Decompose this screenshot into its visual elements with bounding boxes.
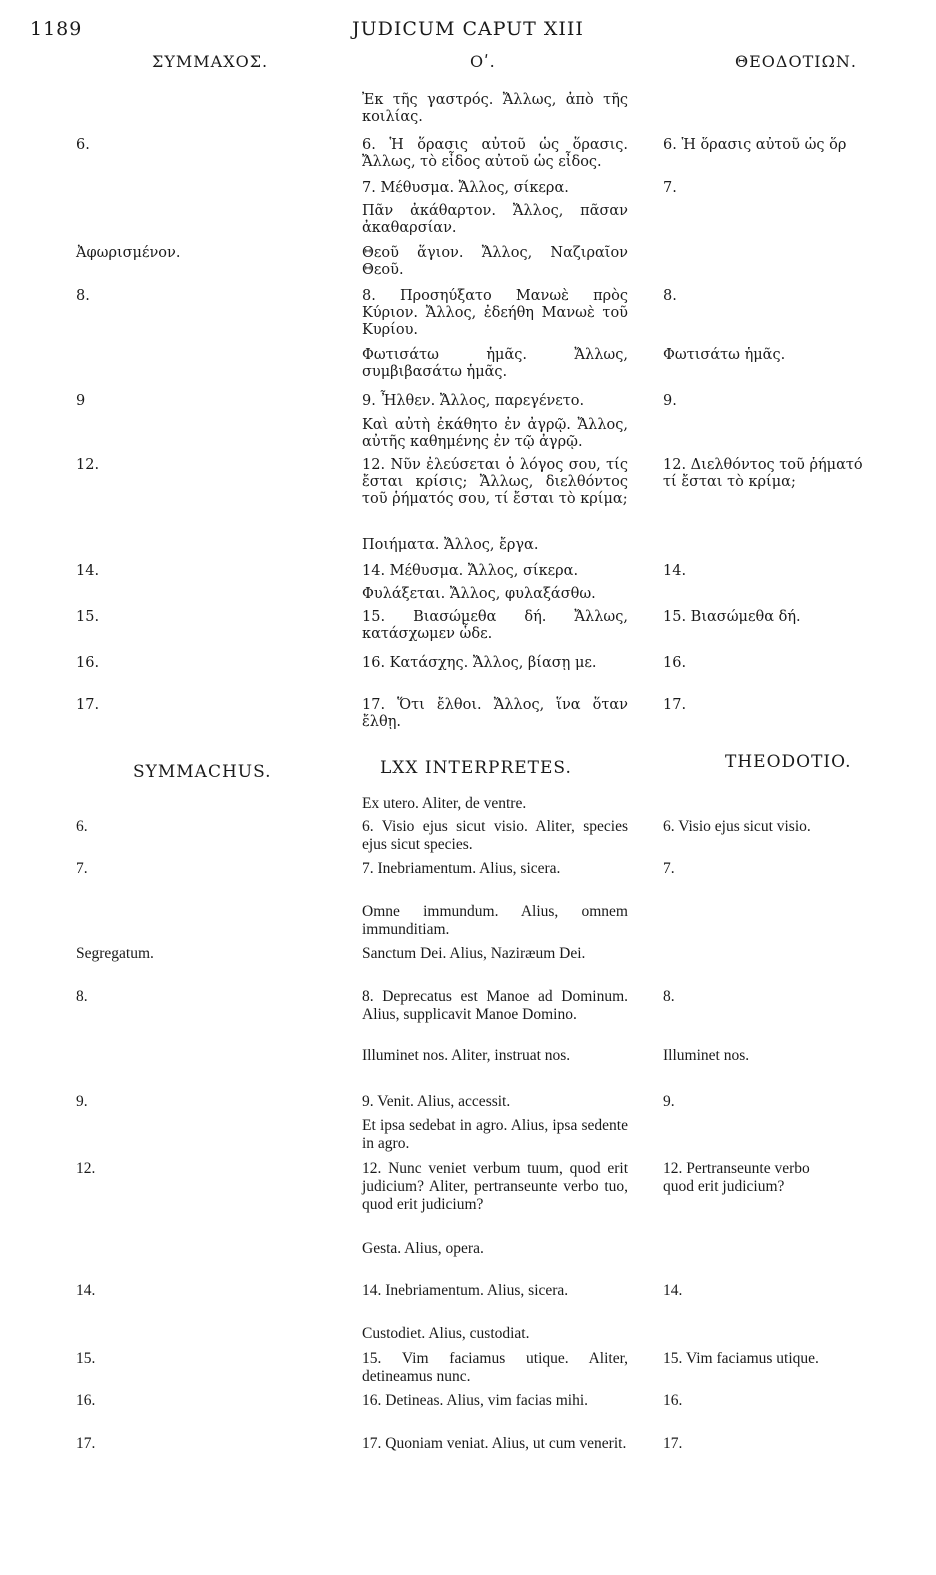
greek-lxx-entry: 16. Κατάσχης. Ἄλλος, βίασῃ με. — [362, 655, 597, 671]
greek-lxx-entry: 15. Βιασώμεθα δή. Ἄλλως, κατάσχωμεν ὧδε. — [362, 609, 628, 642]
col-head-lxx-greek: Οʹ. — [470, 52, 496, 71]
latin-symmachus-entry: 16. — [76, 1392, 96, 1409]
latin-symmachus-entry: 14. — [76, 1282, 96, 1299]
latin-lxx-entry: Custodiet. Alius, custodiat. — [362, 1325, 530, 1342]
latin-theodotion-entry: 15. Vim faciamus utique. — [663, 1350, 819, 1367]
greek-symmachus-entry: 16. — [76, 655, 100, 671]
latin-symmachus-entry: 7. — [76, 860, 88, 877]
greek-lxx-entry: 8. Προσηύξατο Μανωὲ πρὸς Κύριον. Ἄλλος, ἐδεήθη Μανωὲ τοῦ Κυρίου. — [362, 288, 628, 338]
greek-lxx-entry: Φωτισάτω ἡμᾶς. Ἄλλως, συμβιβασάτω ἡμᾶς. — [362, 347, 628, 380]
col-head-theodotion-greek: ΘΕΟΔΟΤΙΩΝ. — [735, 52, 857, 71]
greek-theodotion-entry: 7. — [663, 180, 677, 196]
greek-lxx-entry: 14. Μέθυσμα. Ἄλλος, σίκερα. — [362, 563, 579, 579]
greek-theodotion-entry: 14. — [663, 563, 687, 579]
latin-lxx-entry: 8. Deprecatus est Manoe ad Dominum. Alius, supplicavit Manoe Domino. — [362, 988, 628, 1023]
greek-symmachus-entry: 6. — [76, 137, 90, 153]
latin-theodotion-entry: 16. — [663, 1392, 683, 1409]
greek-symmachus-entry: Ἀφωρισμένον. — [76, 245, 181, 261]
col-head-symmachus-greek: ΣΥΜΜΑΧΟΣ. — [152, 52, 269, 71]
col-head-theodotion-latin: THEODOTIO. — [725, 752, 852, 772]
greek-lxx-entry: Ποιήματα. Ἄλλος, ἔργα. — [362, 537, 539, 553]
latin-lxx-entry: Et ipsa sedebat in agro. Alius, ipsa sedente in agro. — [362, 1117, 628, 1152]
greek-lxx-entry: Θεοῦ ἅγιον. Ἄλλος, Ναζιραῖον Θεοῦ. — [362, 245, 628, 278]
latin-theodotion-entry: 8. — [663, 988, 675, 1005]
greek-theodotion-entry: 17. — [663, 697, 687, 713]
latin-symmachus-entry: 17. — [76, 1435, 96, 1452]
latin-lxx-entry: 6. Visio ejus sicut visio. Aliter, species ejus sicut species. — [362, 818, 628, 853]
greek-symmachus-entry: 12. — [76, 457, 100, 473]
greek-lxx-entry: 6. Ἡ ὅρασις αὐτοῦ ὡς ὅρασις. Ἄλλως, τὸ εἶδος αὐτοῦ ὡς εἶδος. — [362, 137, 628, 170]
latin-lxx-entry: 9. Venit. Alius, accessit. — [362, 1093, 511, 1110]
latin-symmachus-entry: 6. — [76, 818, 88, 835]
greek-theodotion-entry: 15. Βιασώμεθα δή. — [663, 609, 801, 625]
latin-symmachus-entry: 15. — [76, 1350, 96, 1367]
latin-symmachus-entry: 8. — [76, 988, 88, 1005]
latin-theodotion-entry: 9. — [663, 1093, 675, 1110]
greek-symmachus-entry: 15. — [76, 609, 100, 625]
greek-lxx-entry: Καὶ αὐτὴ ἐκάθητο ἐν ἀγρῷ. Ἄλλος, αὐτῆς καθημένης ἐν τῷ ἀγρῷ. — [362, 417, 628, 450]
col-head-lxx-latin: LXX INTERPRETES. — [380, 758, 572, 778]
latin-symmachus-entry: Segregatum. — [76, 945, 154, 962]
latin-lxx-entry: 17. Quoniam veniat. Alius, ut cum venerit. — [362, 1435, 627, 1452]
greek-symmachus-entry: 9 — [76, 393, 86, 409]
latin-lxx-entry: 15. Vim faciamus utique. Aliter, detineamus nunc. — [362, 1350, 628, 1385]
greek-theodotion-entry: 9. — [663, 393, 677, 409]
greek-theodotion-entry: 8. — [663, 288, 677, 304]
latin-theodotion-entry: 14. — [663, 1282, 683, 1299]
greek-symmachus-entry: 8. — [76, 288, 90, 304]
greek-lxx-entry: 7. Μέθυσμα. Ἄλλος, σίκερα. — [362, 180, 569, 196]
latin-lxx-entry: Sanctum Dei. Alius, Naziræum Dei. — [362, 945, 586, 962]
greek-lxx-entry: 12. Νῦν ἐλεύσεται ὁ λόγος σου, τίς ἔσται κρίσις; Ἄλλως, διελθόντος τοῦ ῥήματός σου, τί ἔσται τὸ κρίμα; — [362, 457, 628, 507]
latin-lxx-entry: Ex utero. Aliter, de ventre. — [362, 795, 527, 812]
greek-theodotion-entry: 6. Ἡ ὅρασις αὐτοῦ ὡς ὅρ — [663, 137, 847, 153]
latin-theodotion-entry: 6. Visio ejus sicut visio. — [663, 818, 811, 835]
greek-lxx-entry: Πᾶν ἀκάθαρτον. Ἄλλος, πᾶσαν ἀκαθαρσίαν. — [362, 203, 628, 236]
latin-theodotion-entry: Illuminet nos. — [663, 1047, 750, 1064]
latin-lxx-entry: Illuminet nos. Aliter, instruat nos. — [362, 1047, 571, 1064]
running-head: JUDICUM CAPUT XIII — [352, 18, 584, 40]
greek-lxx-entry: 9. Ἦλθεν. Ἄλλος, παρεγένετο. — [362, 393, 585, 409]
greek-theodotion-entry: 12. Διελθόντος τοῦ ῥήματό τί ἔσται τὸ κρίμα; — [663, 457, 863, 490]
latin-theodotion-entry: 12. Pertranseunte verbo quod erit judicium? — [663, 1160, 810, 1195]
latin-lxx-entry: 12. Nunc veniet verbum tuum, quod erit judicium? Aliter, pertranseunte verbo tuo, quod erit judicium? — [362, 1160, 628, 1213]
latin-symmachus-entry: 12. — [76, 1160, 96, 1177]
latin-lxx-entry: 16. Detineas. Alius, vim facias mihi. — [362, 1392, 589, 1409]
greek-theodotion-entry: 16. — [663, 655, 687, 671]
latin-lxx-entry: Omne immundum. Alius, omnem immunditiam. — [362, 903, 628, 938]
greek-lxx-entry: Ἐκ τῆς γαστρός. Ἄλλως, ἀπὸ τῆς κοιλίας. — [362, 92, 628, 125]
greek-lxx-entry: Φυλάξεται. Ἄλλος, φυλαξάσθω. — [362, 586, 596, 602]
greek-symmachus-entry: 17. — [76, 697, 100, 713]
latin-lxx-entry: Gesta. Alius, opera. — [362, 1240, 484, 1257]
greek-theodotion-entry: Φωτισάτω ἡμᾶς. — [663, 347, 786, 363]
latin-theodotion-entry: 17. — [663, 1435, 683, 1452]
latin-lxx-entry: 14. Inebriamentum. Alius, sicera. — [362, 1282, 569, 1299]
latin-lxx-entry: 7. Inebriamentum. Alius, sicera. — [362, 860, 561, 877]
latin-symmachus-entry: 9. — [76, 1093, 88, 1110]
greek-lxx-entry: 17. Ὅτι ἔλθοι. Ἄλλος, ἵνα ὅταν ἔλθῃ. — [362, 697, 628, 730]
col-head-symmachus-latin: SYMMACHUS. — [133, 762, 272, 782]
page-number: 1189 — [30, 18, 83, 40]
greek-symmachus-entry: 14. — [76, 563, 100, 579]
latin-theodotion-entry: 7. — [663, 860, 675, 877]
